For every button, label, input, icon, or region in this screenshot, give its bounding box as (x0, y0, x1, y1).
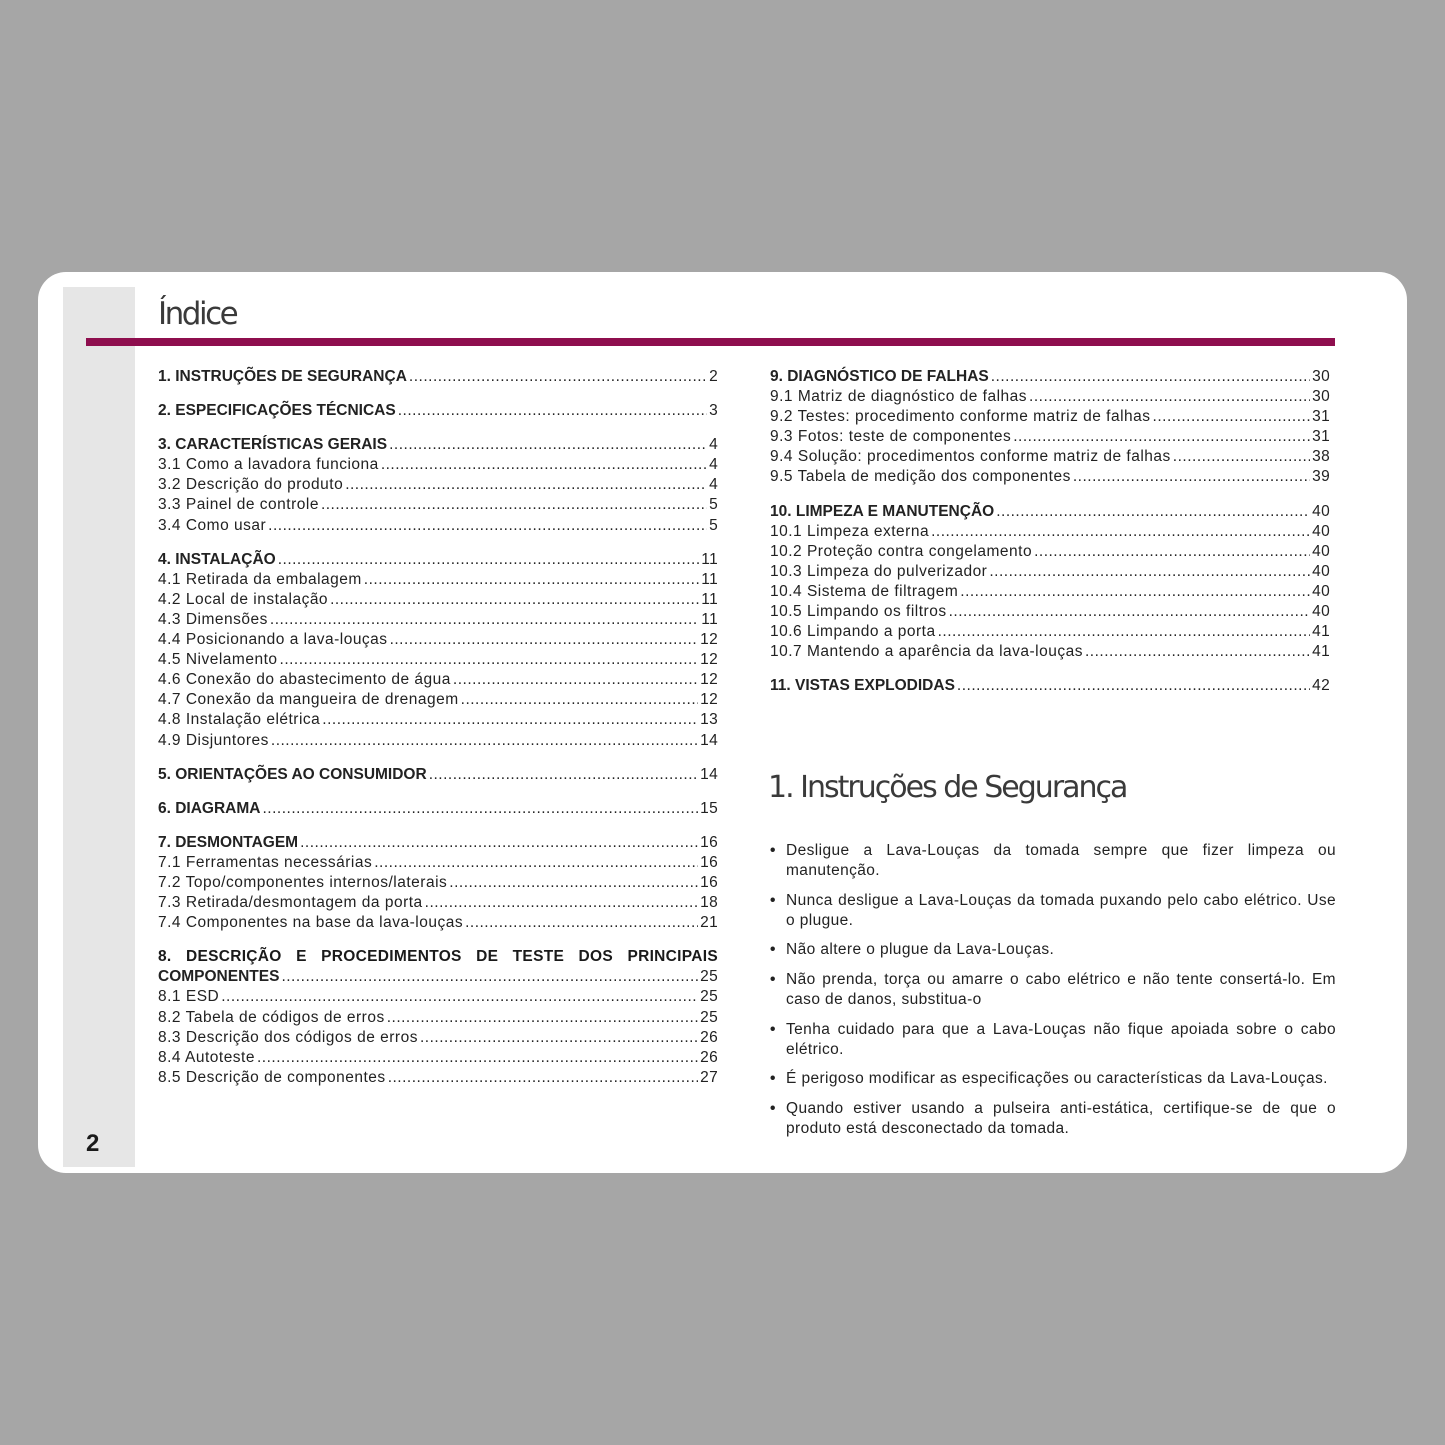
toc-item-label: 7.2 Topo/componentes internos/laterais (158, 873, 448, 891)
toc-section-title[interactable] (158, 967, 718, 987)
toc-item[interactable] (158, 495, 718, 515)
toc-item-label: 4.8 Instalação elétrica (158, 711, 321, 729)
dot-leader (398, 401, 707, 421)
toc-item-label: 3.1 Como a lavadora funciona (158, 456, 379, 474)
safety-bullet (770, 940, 1336, 960)
toc-item[interactable] (770, 387, 1330, 407)
bullet-marker: • (770, 1070, 776, 1088)
toc-section (158, 435, 718, 535)
toc-item[interactable] (158, 1008, 718, 1028)
toc-section-title[interactable] (158, 367, 718, 387)
toc-section-title-label: 2. ESPECIFICAÇÕES TÉCNICAS (158, 402, 396, 420)
toc-item[interactable] (158, 987, 718, 1007)
toc-section-title[interactable] (158, 401, 718, 421)
toc-item-label: 9.4 Solução: procedimentos conforme matriz de falhas (770, 448, 1171, 466)
toc-item-page-number: 31 (1312, 408, 1330, 426)
toc-item-label: 9.2 Testes: procedimento conforme matriz de falhas (770, 408, 1151, 426)
toc-section-title-page-number: 4 (709, 436, 718, 454)
dot-leader (270, 610, 699, 630)
toc-item[interactable] (770, 622, 1330, 642)
toc-item[interactable] (158, 1068, 718, 1088)
toc-item-page-number: 40 (1312, 562, 1330, 580)
toc-item-label: 10.7 Mantendo a aparência da lava-louças (770, 643, 1083, 661)
toc-item-page-number: 4 (709, 456, 718, 474)
toc-item-page-number: 27 (700, 1068, 718, 1086)
toc-section (158, 833, 718, 933)
safety-bullet-text: Desligue a Lava-Louças da tomada sempre que fizer limpeza ou manutenção. (786, 842, 1336, 880)
toc-item[interactable] (158, 873, 718, 893)
toc-item-page-number: 18 (700, 894, 718, 912)
dot-leader (271, 731, 698, 751)
toc-item-page-number: 11 (701, 590, 718, 608)
toc-item[interactable] (158, 570, 718, 590)
bullet-marker: • (770, 842, 776, 859)
toc-section (158, 765, 718, 785)
toc-section-title[interactable] (158, 765, 718, 785)
toc-item-label: 4.6 Conexão do abastecimento de água (158, 671, 451, 689)
toc-item-page-number: 25 (700, 988, 718, 1006)
dot-leader (931, 522, 1310, 542)
toc-item[interactable] (770, 542, 1330, 562)
toc-section-title-label: 10. LIMPEZA E MANUTENÇÃO (770, 502, 995, 520)
dot-leader (949, 602, 1311, 622)
toc-item-page-number: 41 (1312, 643, 1330, 661)
toc-item-label: 8.5 Descrição de componentes (158, 1068, 386, 1086)
toc-item-label: 10.5 Limpando os filtros (770, 603, 947, 621)
toc-item-label: 8.3 Descrição dos códigos de erros (158, 1028, 418, 1046)
toc-section-title-label: 3. CARACTERÍSTICAS GERAIS (158, 436, 388, 454)
toc-item[interactable] (158, 731, 718, 751)
dot-leader (420, 1028, 698, 1048)
safety-bullet-text: É perigoso modificar as especificações ou características da Lava-Louças. (786, 1070, 1328, 1088)
toc-item[interactable] (770, 407, 1330, 427)
toc-item[interactable] (770, 642, 1330, 662)
toc-item-page-number: 30 (1312, 388, 1330, 406)
bullet-marker: • (770, 1099, 776, 1117)
toc-item-page-number: 40 (1312, 603, 1330, 621)
toc-item[interactable] (158, 630, 718, 650)
safety-bullet (770, 1099, 1336, 1139)
toc-section (770, 367, 1330, 488)
dot-leader (996, 502, 1310, 522)
toc-item[interactable] (158, 913, 718, 933)
toc-section-title-label: 7. DESMONTAGEM (158, 833, 299, 851)
toc-item-label: 4.1 Retirada da embalagem (158, 570, 362, 588)
dot-leader (322, 710, 698, 730)
toc-item-page-number: 25 (700, 1008, 718, 1026)
safety-bullet-text: Não prenda, torça ou amarre o cabo elétrico e não tente consertá-lo. Em caso de danos, substitua-o (786, 970, 1336, 1009)
dot-leader (374, 853, 698, 873)
toc-item-label: 10.6 Limpando a porta (770, 623, 936, 641)
toc-item[interactable] (158, 650, 718, 670)
toc-item-page-number: 4 (709, 476, 718, 494)
toc-item[interactable] (158, 610, 718, 630)
toc-item-page-number: 11 (701, 610, 718, 628)
toc-item-page-number: 40 (1312, 542, 1330, 560)
toc-item[interactable] (158, 893, 718, 913)
toc-item-label: 8.1 ESD (158, 988, 220, 1006)
toc-section (770, 676, 1330, 696)
dot-leader (388, 1068, 698, 1088)
toc-item-page-number: 40 (1312, 582, 1330, 600)
toc-item[interactable] (158, 455, 718, 475)
dot-leader (389, 435, 707, 455)
dot-leader (960, 582, 1310, 602)
dot-leader (268, 516, 707, 536)
toc-item-label: 4.9 Disjuntores (158, 731, 269, 749)
dot-leader (221, 987, 698, 1007)
toc-item[interactable] (158, 475, 718, 495)
toc-section-title-page-number: 40 (1312, 502, 1330, 520)
toc-item-page-number: 14 (700, 731, 718, 749)
toc-item-label: 9.1 Matriz de diagnóstico de falhas (770, 388, 1028, 406)
dot-leader (1013, 427, 1310, 447)
dot-leader (449, 873, 698, 893)
toc-item[interactable] (158, 710, 718, 730)
toc-section-title-line[interactable]: 8. DESCRIÇÃO E PROCEDIMENTOS DE TESTE DOS PRINCIPAIS (158, 948, 718, 966)
dot-leader (257, 1048, 698, 1068)
toc-item[interactable] (770, 562, 1330, 582)
dot-leader (387, 1008, 698, 1028)
manual-page (38, 272, 1407, 1173)
dot-leader (429, 765, 698, 785)
toc-item-label: 10.1 Limpeza externa (770, 522, 930, 540)
bullet-marker: • (770, 970, 776, 988)
toc-item-page-number: 12 (700, 651, 718, 669)
toc-item[interactable] (158, 670, 718, 690)
toc-item[interactable] (158, 690, 718, 710)
safety-bullet (770, 1069, 1336, 1089)
toc-left-column (158, 367, 718, 1102)
safety-bullet-text: Nunca desligue a Lava-Louças da tomada puxando pelo cabo elétrico. Use o plugue. (786, 891, 1336, 929)
safety-bullet (770, 841, 1336, 881)
toc-item-label: 10.3 Limpeza do pulverizador (770, 562, 988, 580)
dot-leader (991, 367, 1310, 387)
toc-section-title-label: 5. ORIENTAÇÕES AO CONSUMIDOR (158, 765, 427, 783)
bullet-marker: • (770, 891, 776, 909)
safety-bullet-list (770, 841, 1336, 1149)
toc-item-label: 10.2 Proteção contra congelamento (770, 542, 1033, 560)
toc-section-title-page-number: 2 (709, 368, 718, 385)
toc-item[interactable] (770, 447, 1330, 467)
toc-item-label: 9.3 Fotos: teste de componentes (770, 428, 1012, 446)
toc-item-label: 8.2 Tabela de códigos de erros (158, 1008, 385, 1026)
toc-item-page-number: 16 (700, 853, 718, 871)
title-divider (86, 338, 1335, 346)
dot-leader (957, 676, 1310, 696)
toc-item-page-number: 26 (700, 1028, 718, 1046)
toc-item-label: 3.3 Painel de controle (158, 496, 319, 514)
dot-leader (1153, 407, 1311, 427)
toc-item-label: 7.1 Ferramentas necessárias (158, 853, 373, 871)
dot-leader (1085, 642, 1310, 662)
dot-leader (1034, 542, 1310, 562)
toc-section-title-page-number: 15 (700, 799, 718, 817)
toc-section-title-page-number: 30 (1312, 368, 1330, 385)
toc-item-label: 4.2 Local de instalação (158, 590, 329, 608)
dot-leader (1073, 467, 1310, 487)
dot-leader (465, 913, 698, 933)
toc-item-label: 4.4 Posicionando a lava-louças (158, 631, 388, 649)
toc-section-title[interactable] (158, 550, 718, 570)
toc-section (158, 401, 718, 421)
toc-section-title[interactable] (158, 799, 718, 819)
toc-item[interactable] (158, 516, 718, 536)
toc-item-label: 8.4 Autoteste (158, 1048, 255, 1066)
dot-leader (938, 622, 1311, 642)
toc-item-page-number: 41 (1312, 623, 1330, 641)
toc-item-label: 4.5 Nivelamento (158, 651, 278, 669)
safety-bullet (770, 891, 1336, 931)
bullet-marker: • (770, 941, 776, 959)
dot-leader (390, 630, 699, 650)
safety-bullet (770, 970, 1336, 1010)
dot-leader (262, 799, 698, 819)
toc-item-label: 4.7 Conexão da mangueira de drenagem (158, 691, 459, 709)
dot-leader (281, 967, 698, 987)
toc-item[interactable] (770, 467, 1330, 487)
toc-section (158, 947, 718, 1088)
page-sidebar (63, 287, 135, 1167)
dot-leader (330, 590, 699, 610)
toc-item[interactable] (770, 427, 1330, 447)
toc-item-page-number: 40 (1312, 522, 1330, 540)
toc-section-title[interactable] (158, 833, 718, 853)
toc-item-page-number: 12 (700, 631, 718, 649)
toc-item-page-number: 21 (700, 914, 718, 932)
toc-item-page-number: 31 (1312, 428, 1330, 446)
toc-item[interactable] (158, 1048, 718, 1068)
safety-bullet-text: Não altere o plugue da Lava-Louças. (786, 941, 1055, 959)
toc-item-label: 7.3 Retirada/desmontagem da porta (158, 894, 423, 912)
toc-section-title-label: 11. VISTAS EXPLODIDAS (770, 677, 955, 695)
toc-section-title[interactable] (770, 676, 1330, 696)
toc-section-title[interactable] (770, 367, 1330, 387)
safety-bullet-text: Tenha cuidado para que a Lava-Louças não fique apoiada sobre o cabo elétrico. (786, 1020, 1336, 1058)
toc-section-title[interactable] (158, 435, 718, 455)
toc-item-label: 10.4 Sistema de filtragem (770, 582, 959, 600)
dot-leader (989, 562, 1310, 582)
toc-item-page-number: 5 (709, 496, 718, 514)
toc-section-title-label: 9. DIAGNÓSTICO DE FALHAS (770, 368, 989, 385)
toc-item-page-number: 38 (1312, 448, 1330, 466)
dot-leader (278, 550, 700, 570)
toc-section-title-label: 4. INSTALAÇÃO (158, 550, 276, 568)
toc-item[interactable] (770, 522, 1330, 542)
dot-leader (321, 495, 707, 515)
dot-leader (364, 570, 700, 590)
toc-item-page-number: 16 (700, 873, 718, 891)
page-number: 2 (86, 1130, 100, 1157)
safety-bullet-text: Quando estiver usando a pulseira anti-estática, certifique-se de que o produto está desconectado da tomada. (786, 1099, 1336, 1138)
toc-section (770, 502, 1330, 663)
toc-section-title-page-number: 42 (1312, 677, 1330, 695)
toc-item[interactable] (158, 1028, 718, 1048)
toc-section (158, 550, 718, 751)
dot-leader (1029, 387, 1310, 407)
toc-right-column (770, 367, 1330, 710)
toc-item-label: 7.4 Componentes na base da lava-louças (158, 914, 464, 932)
dot-leader (300, 833, 698, 853)
toc-item-page-number: 12 (700, 671, 718, 689)
dot-leader (461, 690, 699, 710)
toc-section-title-label: COMPONENTES (158, 968, 280, 986)
toc-section-title-page-number: 16 (700, 833, 718, 851)
dot-leader (280, 650, 699, 670)
page-title: Índice (158, 296, 237, 332)
toc-item-label: 4.3 Dimensões (158, 610, 268, 628)
toc-item-page-number: 11 (701, 570, 718, 588)
toc-item-page-number: 5 (709, 516, 718, 534)
toc-item[interactable] (158, 853, 718, 873)
dot-leader (425, 893, 699, 913)
dot-leader (345, 475, 707, 495)
dot-leader (381, 455, 707, 475)
toc-item-page-number: 12 (700, 691, 718, 709)
toc-item-page-number: 39 (1312, 468, 1330, 486)
toc-section (158, 367, 718, 387)
dot-leader (453, 670, 698, 690)
toc-section-title-label: 1. INSTRUÇÕES DE SEGURANÇA (158, 368, 407, 385)
dot-leader (1173, 447, 1310, 467)
toc-item[interactable] (158, 590, 718, 610)
toc-item[interactable] (770, 602, 1330, 622)
toc-section-title-label: 6. DIAGRAMA (158, 799, 261, 817)
toc-item-label: 9.5 Tabela de medição dos componentes (770, 468, 1071, 486)
section-heading: 1. Instruções de Segurança (768, 770, 1127, 805)
toc-section-title[interactable] (770, 502, 1330, 522)
toc-item-label: 3.2 Descrição do produto (158, 476, 344, 494)
toc-section-title-page-number: 14 (700, 765, 718, 783)
toc-item[interactable] (770, 582, 1330, 602)
bullet-marker: • (770, 1020, 776, 1038)
toc-section-title-page-number: 11 (701, 550, 718, 568)
dot-leader (409, 367, 707, 387)
toc-item-page-number: 13 (700, 711, 718, 729)
toc-section (158, 799, 718, 819)
toc-section-title-page-number: 3 (709, 402, 718, 420)
toc-section-title-page-number: 25 (700, 968, 718, 986)
toc-item-page-number: 26 (700, 1048, 718, 1066)
toc-item-label: 3.4 Como usar (158, 516, 267, 534)
safety-bullet (770, 1020, 1336, 1060)
